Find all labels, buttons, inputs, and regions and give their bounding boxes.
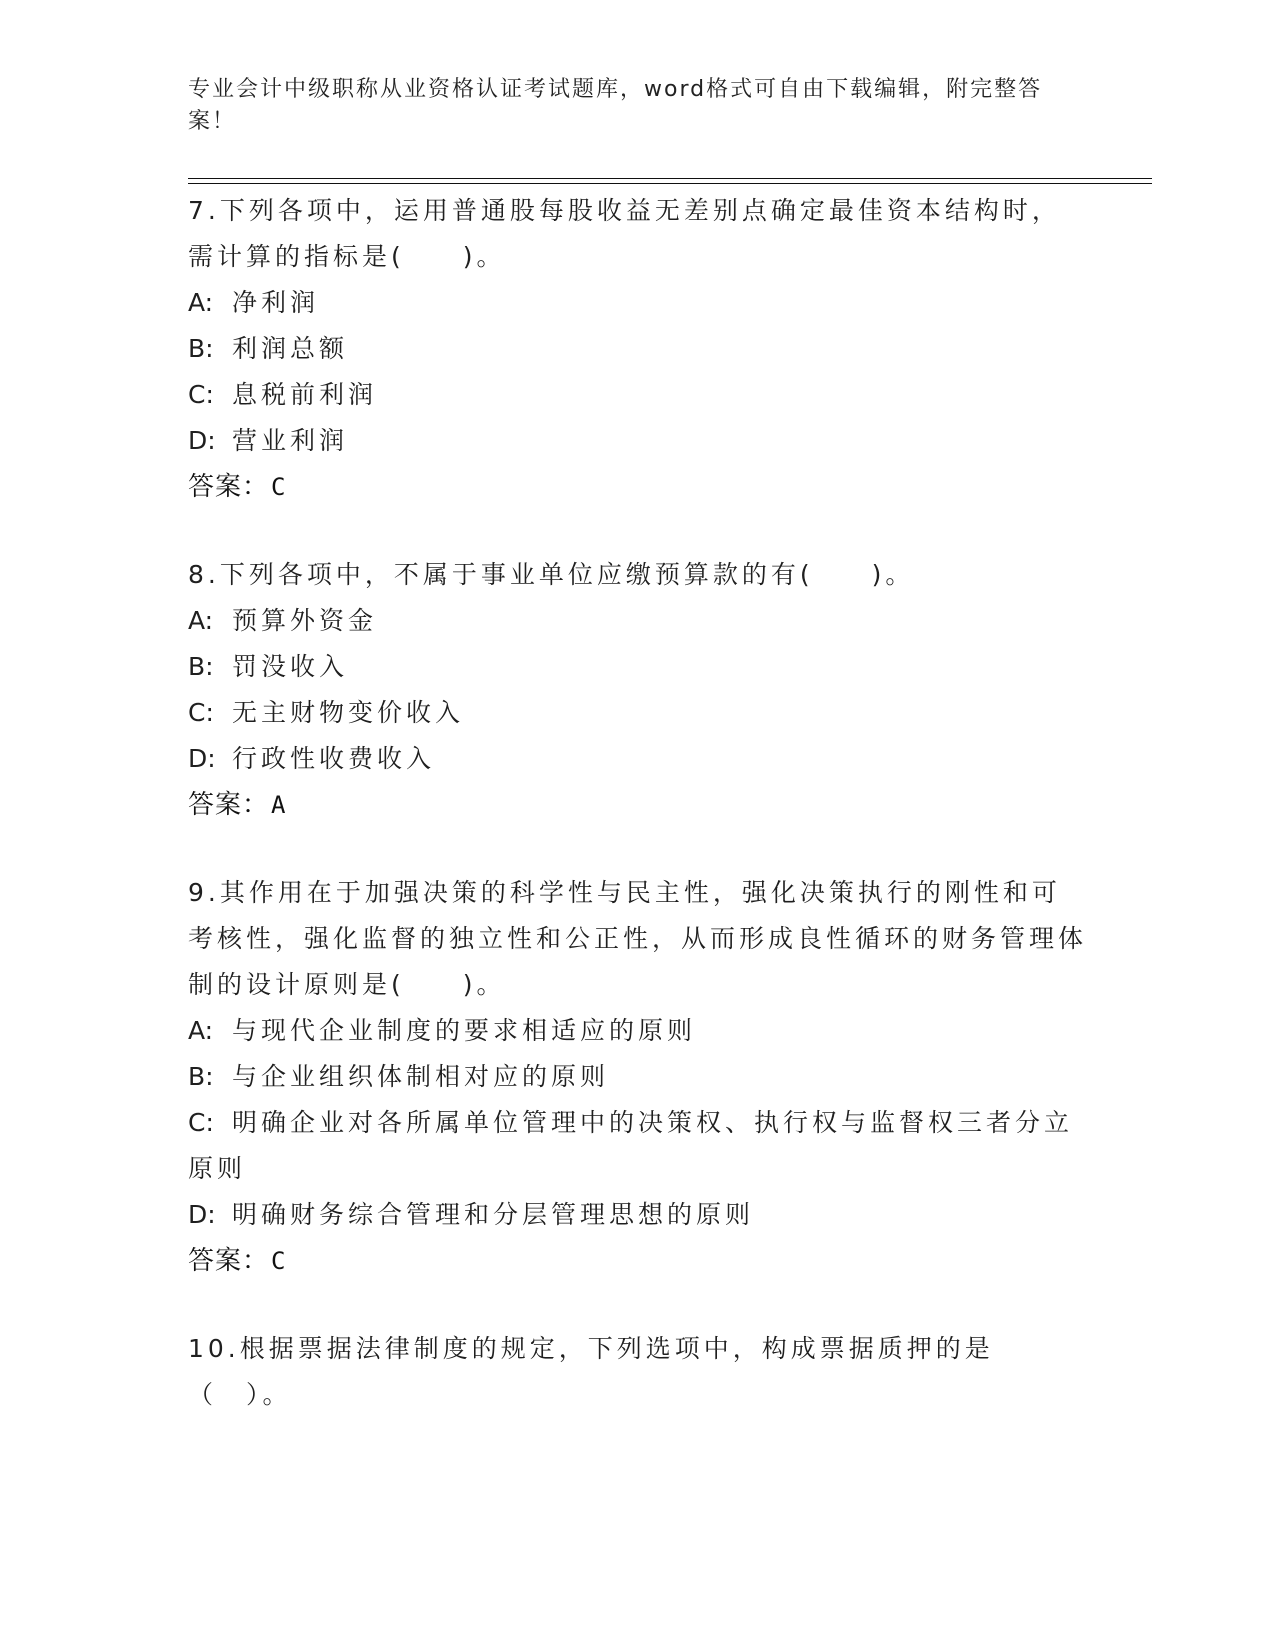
option-text: 明确财务综合管理和分层管理思想的原则 [232,1200,755,1229]
question-7 [188,188,1088,510]
answer-value: A [271,791,287,819]
option-letter: C: [188,698,214,727]
option-text: 无主财物变价收入 [232,698,465,727]
option-letter: B: [188,334,214,363]
option-text: 行政性收费收入 [232,744,436,773]
option-text: 与企业组织体制相对应的原则 [232,1062,610,1091]
question-stem: 9.其作用在于加强决策的科学性与民主性，强化决策执行的刚性和可考核性，强化监督的独立性和公正性，从而形成良性循环的财务管理体制的设计原则是( )。 [188,878,1088,999]
question-9 [188,870,1088,1284]
option-b [188,1054,1088,1100]
option-letter: A: [188,1016,214,1045]
question-stem: 8.下列各项中，不属于事业单位应缴预算款的有( )。 [188,560,915,589]
option-letter: D: [188,426,216,455]
option-d [188,736,1088,782]
header-divider-bottom [188,183,1152,184]
option-text: 与现代企业制度的要求相适应的原则 [232,1016,697,1045]
option-text: 利润总额 [232,334,349,363]
option-c [188,1100,1088,1192]
option-text: 预算外资金 [232,606,378,635]
option-letter: A: [188,288,214,317]
answer-line [188,464,1088,510]
option-letter: B: [188,652,214,681]
question-stem: 7.下列各项中，运用普通股每股收益无差别点确定最佳资本结构时，需计算的指标是( )。 [188,196,1061,271]
question-10 [188,1326,1088,1418]
answer-value: C [271,1247,287,1275]
answer-value: C [271,473,287,501]
header-divider-top [188,178,1152,179]
document-header: 专业会计中级职称从业资格认证考试题库，word格式可自由下载编辑，附完整答案！ [188,77,1043,134]
answer-label: 答案： [188,1246,270,1276]
option-text: 营业利润 [232,426,349,455]
option-letter: C: [188,1108,214,1137]
option-text: 息税前利润 [232,380,378,409]
option-a [188,598,1088,644]
option-d [188,1192,1088,1238]
question-8 [188,552,1088,828]
question-stem: 10.根据票据法律制度的规定，下列选项中，构成票据质押的是（ ）。 [188,1334,994,1409]
option-text: 净利润 [232,288,320,317]
option-letter: B: [188,1062,214,1091]
answer-label: 答案： [188,790,270,820]
answer-label: 答案： [188,472,270,502]
option-text: 罚没收入 [232,652,349,681]
option-letter: C: [188,380,214,409]
option-a [188,280,1088,326]
option-letter: A: [188,606,214,635]
answer-line [188,782,1088,828]
option-d [188,418,1088,464]
answer-line [188,1238,1088,1284]
option-text: 明确企业对各所属单位管理中的决策权、执行权与监督权三者分立原则 [188,1108,1074,1183]
question-list [188,188,1088,1460]
option-letter: D: [188,744,216,773]
option-c [188,690,1088,736]
option-letter: D: [188,1200,216,1229]
option-b [188,326,1088,372]
option-b [188,644,1088,690]
option-c [188,372,1088,418]
option-a [188,1008,1088,1054]
